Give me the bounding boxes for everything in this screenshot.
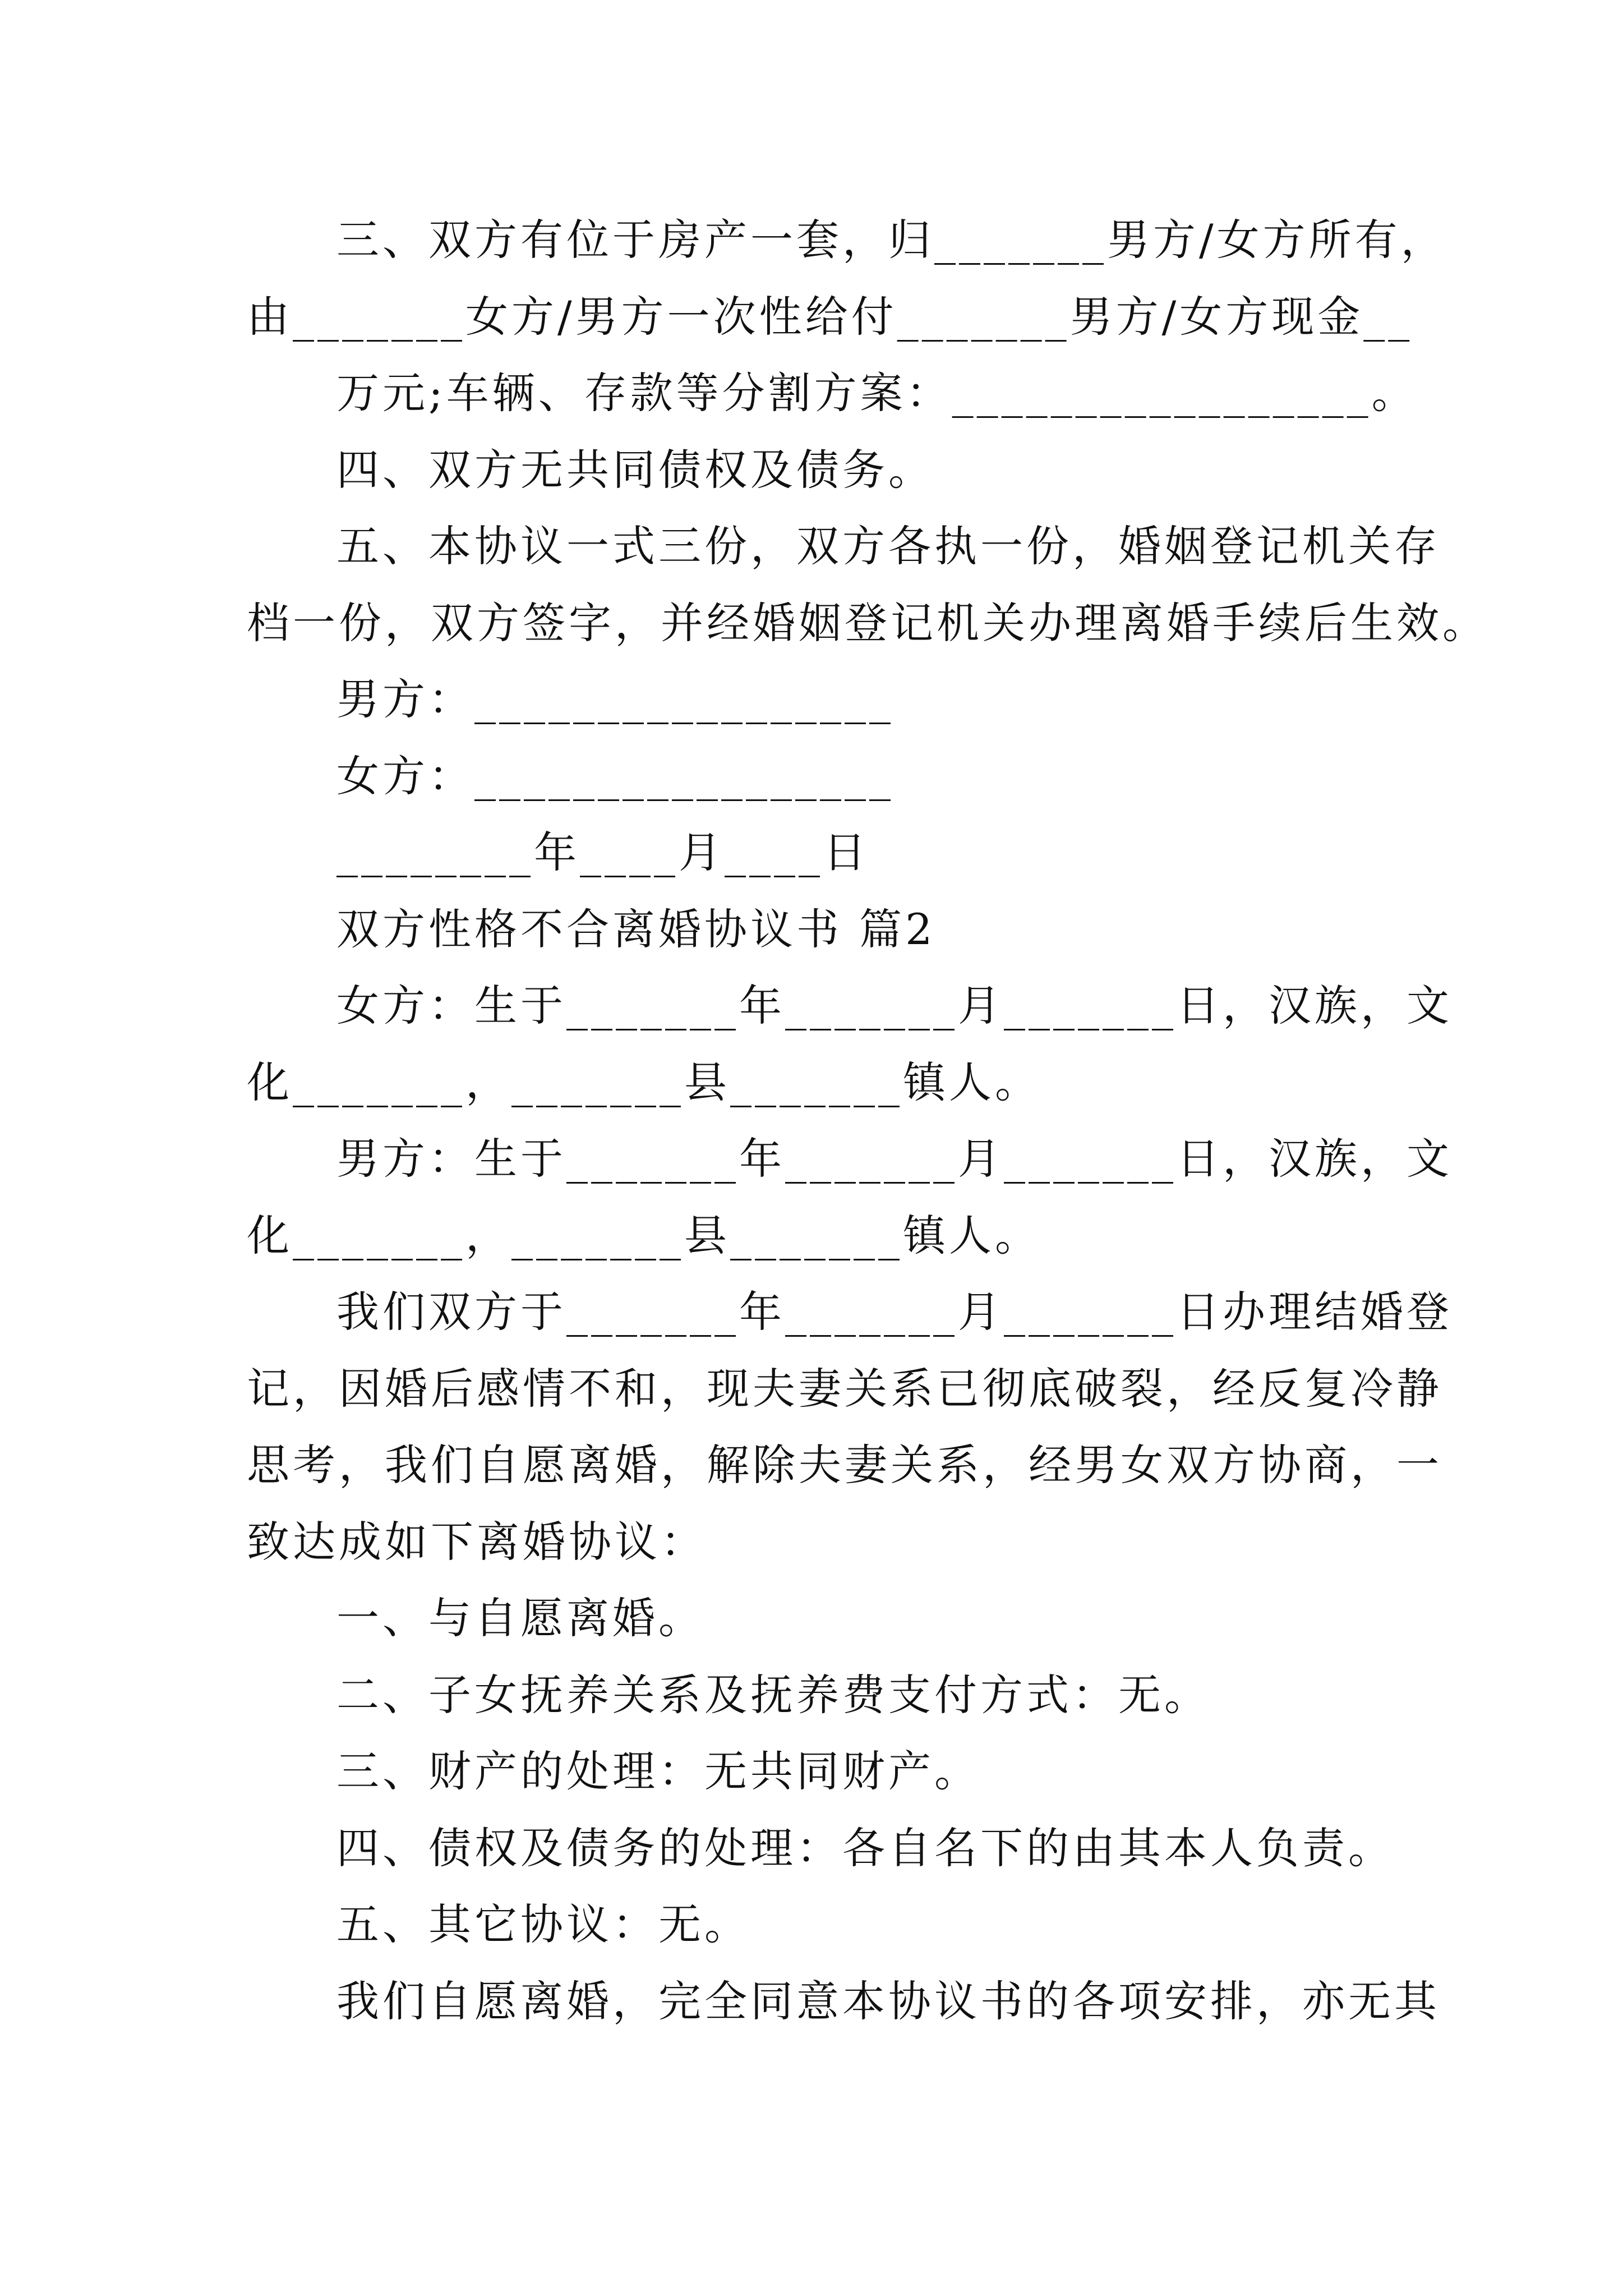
clause-line: 五、其它协议：无。 bbox=[336, 1899, 750, 1949]
paragraph-line: 五、本协议一式三份，双方各执一份，婚姻登记机关存 bbox=[336, 521, 1440, 571]
section-heading: 双方性格不合离婚协议书 篇2 bbox=[336, 904, 936, 954]
clause-line: 三、财产的处理：无共同财产。 bbox=[336, 1746, 980, 1796]
document-body bbox=[247, 202, 1488, 2040]
paragraph-line: 女方：生于_______年_______月_______日，汉族，文 bbox=[336, 981, 1453, 1030]
clause-line: 四、债权及债务的处理：各自名下的由其本人负责。 bbox=[336, 1823, 1394, 1873]
signature-line-male: 男方：_________________ bbox=[336, 674, 894, 724]
paragraph-line: 三、双方有位于房产一套，归_______男方/女方所有， bbox=[336, 215, 1447, 265]
paragraph-line: 档一份，双方签字，并经婚姻登记机关办理离婚手续后生效。 bbox=[247, 597, 1488, 648]
clause-line: 二、子女抚养关系及抚养费支付方式：无。 bbox=[336, 1669, 1210, 1720]
paragraph-line: 我们自愿离婚，完全同意本协议书的各项安排，亦无其 bbox=[336, 1976, 1440, 2026]
paragraph-line: 记，因婚后感情不和，现夫妻关系已彻底破裂，经反复冷静 bbox=[247, 1363, 1442, 1414]
paragraph-line: 我们双方于_______年_______月_______日办理结婚登 bbox=[336, 1287, 1453, 1337]
paragraph-line: 男方：生于_______年_______月_______日，汉族，文 bbox=[336, 1134, 1453, 1184]
paragraph-line: 四、双方无共同债权及债务。 bbox=[336, 444, 934, 495]
paragraph-line: 化_______，_______县_______镇人。 bbox=[247, 1210, 1041, 1260]
clause-line: 一、与自愿离婚。 bbox=[336, 1593, 704, 1643]
paragraph-line: 由_______女方/男方一次性给付_______男方/女方现金__ bbox=[247, 291, 1413, 342]
signature-line-female: 女方：_________________ bbox=[336, 751, 894, 801]
paragraph-line: 化_______，_______县_______镇人。 bbox=[247, 1057, 1041, 1107]
paragraph-line: 万元;车辆、存款等分割方案：_________________。 bbox=[336, 368, 1418, 418]
date-line: ________年____月____日 bbox=[336, 827, 869, 877]
paragraph-line: 思考，我们自愿离婚，解除夫妻关系，经男女双方协商，一 bbox=[247, 1440, 1442, 1490]
paragraph-line: 致达成如下离婚协议： bbox=[247, 1516, 707, 1567]
